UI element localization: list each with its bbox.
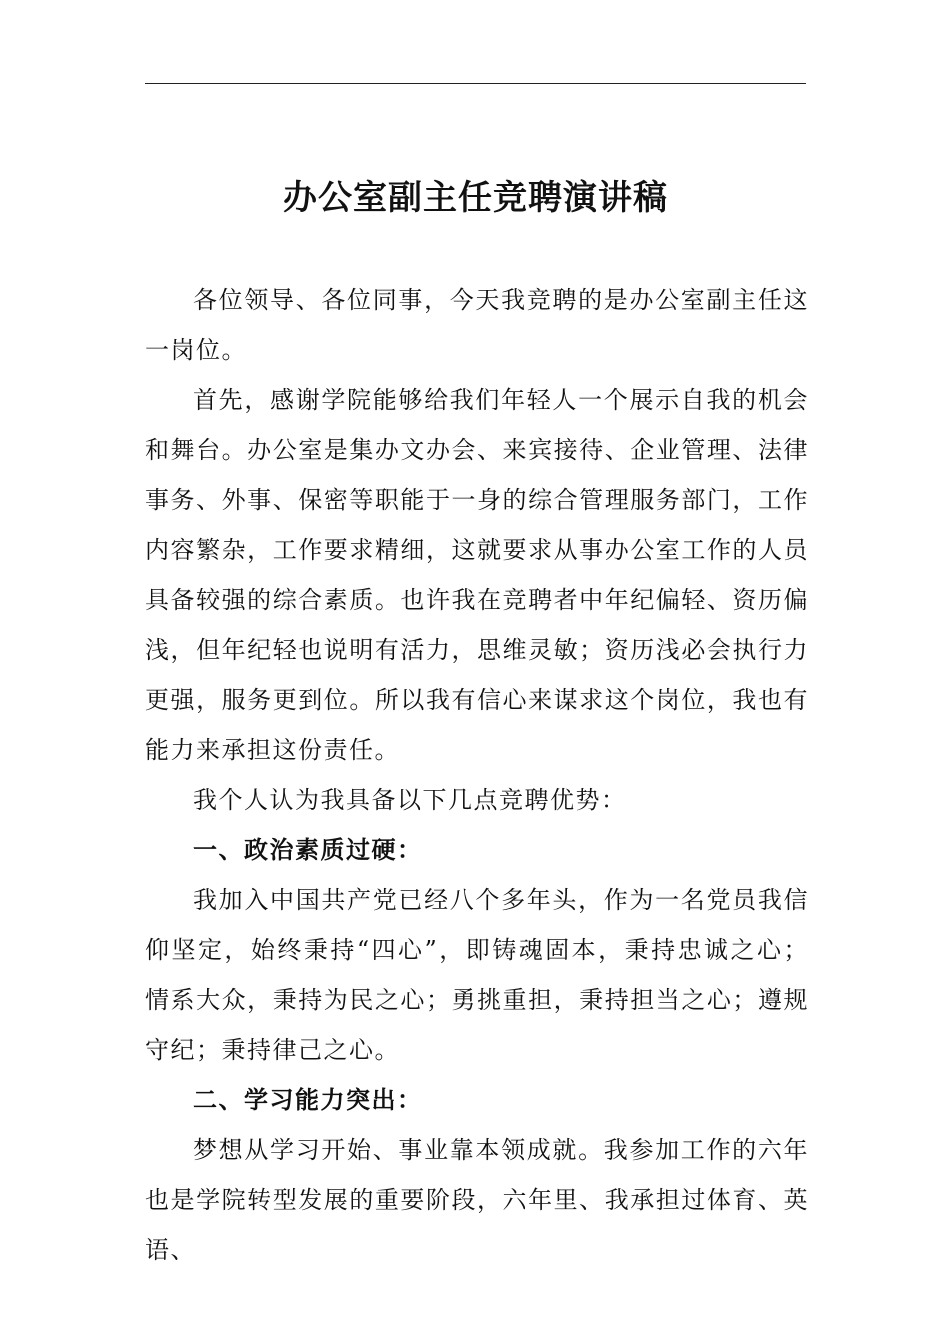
paragraph-learning-ability: 梦想从学习开始、事业靠本领成就。我参加工作的六年也是学院转型发展的重要阶段，六年里、我承担过体育、英语、 <box>145 1136 809 1264</box>
section-heading-learning-ability: 二、学习能力突出： <box>193 1086 423 1114</box>
paragraph-political-quality: 我加入中国共产党已经八个多年头，作为一名党员我信仰坚定，始终秉持“四心”，即铸魂固本，秉持忠诚之心；情系大众，秉持为民之心；勇挑重担，秉持担当之心；遵规守纪；秉持律己之心。 <box>145 886 809 1064</box>
section-heading-political-quality: 一、政治素质过硬： <box>193 836 423 864</box>
paragraph-introduction: 首先，感谢学院能够给我们年轻人一个展示自我的机会和舞台。办公室是集办文办会、来宾接待、企业管理、法律事务、外事、保密等职能于一身的综合管理服务部门，工作内容繁杂，工作要求精细，这就要求从事办公室工作的人员具备较强的综合素质。也许我在竞聘者中年纪偏轻、资历偏浅，但年纪轻也说明有活力，思维灵敏；资历浅必会执行力更强，服务更到位。所以我有信心来谋求这个岗位，我也有能力来承担这份责任。 <box>145 386 809 764</box>
document-body <box>145 275 809 1275</box>
header-rule <box>145 83 806 84</box>
paragraph-greeting: 各位领导、各位同事，今天我竞聘的是办公室副主任这一岗位。 <box>145 286 809 364</box>
document-title: 办公室副主任竞聘演讲稿 <box>283 178 668 218</box>
paragraph-advantages-intro: 我个人认为我具备以下几点竞聘优势： <box>193 786 627 814</box>
